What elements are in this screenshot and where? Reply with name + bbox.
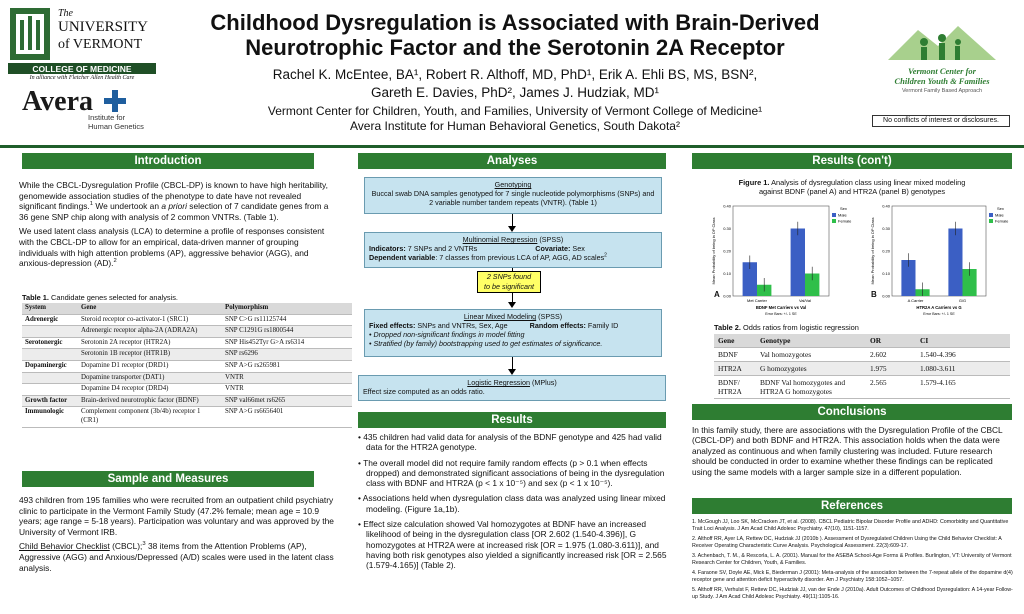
table1-cell bbox=[22, 372, 78, 384]
table-row bbox=[714, 348, 1010, 362]
table1-cell: Serotonin 1B receptor (HTR1B) bbox=[78, 349, 222, 361]
list-item: 2. Althoff RR, Ayer LA, Rettew DC, Hudziak JJ (2010b ). Assessment of Dysregulated Children Using the Child Behavior Checklist: A Receiver Operating Characteristic Curve Analysis. Psychological Assessment. 22(3):609-17. bbox=[692, 536, 1002, 549]
table-row bbox=[22, 314, 352, 326]
list-item: • Associations held when dysregulation class data was analyzed using linear mixed modeling. (Figure 1a,1b). bbox=[358, 493, 666, 514]
y-tick-label: 0.20 bbox=[723, 248, 731, 254]
lmm-bullet-2: • Stratified (by family) bootstrapping used to get estimates of significance. bbox=[369, 339, 603, 348]
lmm-effects-line bbox=[369, 321, 657, 330]
y-tick-label: 0.00 bbox=[882, 293, 890, 299]
error-bars-note: Error Bars: +/- 1 SE bbox=[765, 312, 797, 316]
legend-swatch bbox=[989, 219, 993, 223]
mr-cov: Sex bbox=[570, 244, 585, 253]
table2-cell: Val homozygotes bbox=[756, 348, 866, 362]
title-line-2: Neurotrophic Factor and the Serotonin 2A Receptor bbox=[245, 35, 785, 60]
affiliations bbox=[160, 104, 870, 134]
sample-p2-sup: 3 bbox=[142, 541, 146, 548]
lmm-suffix: (SPSS) bbox=[536, 312, 563, 321]
results-header: Results bbox=[358, 412, 666, 428]
table2-cell: BDNF Val homozygotes and HTR2A G homozygotes bbox=[756, 376, 866, 399]
mr-ind: 7 SNPs and 2 VNTRs bbox=[405, 244, 478, 253]
y-tick-label: 0.40 bbox=[882, 203, 890, 209]
table2-cell: HTR2A bbox=[714, 362, 756, 376]
mr-dep-label: Dependent variable bbox=[369, 253, 436, 262]
avera-logo bbox=[22, 86, 142, 136]
mr-suffix: (SPSS) bbox=[537, 235, 564, 244]
table1-cell: VNTR bbox=[222, 372, 352, 384]
table1-cell: SNP A>G rs6656401 bbox=[222, 407, 352, 427]
flow-arrow-2-icon bbox=[508, 302, 516, 308]
title-line-1: Childhood Dysregulation is Associated with Brain-Derived bbox=[210, 10, 820, 35]
uvm-line4: COLLEGE OF MEDICINE bbox=[32, 64, 132, 74]
references-header: References bbox=[692, 498, 1012, 514]
uvm-line5: In alliance with Fletcher Allen Health Care bbox=[29, 75, 135, 81]
figure1-caption-label: Figure 1. bbox=[738, 178, 770, 187]
table2-caption-text: Odds ratios from logistic regression bbox=[740, 323, 859, 332]
analyses-header: Analyses bbox=[358, 153, 666, 169]
table1-cell: VNTR bbox=[222, 384, 352, 396]
y-tick-label: 0.20 bbox=[882, 248, 890, 254]
y-tick-label: 0.00 bbox=[723, 293, 731, 299]
avera-cross-icon bbox=[104, 90, 126, 112]
intro-paragraph-2 bbox=[19, 226, 335, 268]
sample-text bbox=[19, 495, 337, 577]
y-tick-label: 0.30 bbox=[723, 226, 731, 231]
genotyping-text: Buccal swab DNA samples genotyped for 7 single nucleotide polymorphisms (SNPs) and 2 variable number tandem repeats (VNTR). (Table 1) bbox=[371, 189, 655, 207]
figure1-caption-line-2: against BDNF (panel A) and HTR2A (panel B) genotypes bbox=[758, 187, 946, 196]
table1-cell bbox=[22, 384, 78, 396]
legend-swatch bbox=[832, 213, 836, 217]
list-item: • 435 children had valid data for analysis of the BDNF genotype and 425 had valid data for the HTR2A genotype. bbox=[358, 432, 662, 453]
table2-caption-label: Table 2. bbox=[714, 323, 741, 332]
x-tick-label: G/G bbox=[958, 298, 967, 303]
table2-cell: 1.975 bbox=[866, 362, 916, 376]
table-row bbox=[22, 395, 352, 407]
conclusions-header: Conclusions bbox=[692, 404, 1012, 420]
table1-cell: SNP C>G rs11125744 bbox=[222, 314, 352, 326]
intro-p2-sup: 2 bbox=[113, 258, 117, 265]
list-item: • Effect size calculation showed Val homozygotes at BDNF have an increased likelihood of being in the dysregulation class [OR 2.602 (1.540-4.396)], G homozygotes at HTR2A were at increased risk [OR = 1.975 (1.080-3.611)], and having both risk genotypes also yielded a significantly increased risk [OR = 2.565 (1.579-4.165)] (Table 2). bbox=[358, 519, 667, 571]
table-row bbox=[22, 384, 352, 396]
y-axis-label: Mean Probability of being in DP Class bbox=[870, 217, 875, 285]
table-row bbox=[22, 372, 352, 384]
panel-b-chart bbox=[866, 198, 1014, 322]
uvm-line1: The bbox=[58, 8, 73, 19]
table1-cell: Dopaminergic bbox=[22, 360, 78, 372]
coi-disclosure: No conflicts of interest or disclosures. bbox=[872, 115, 1010, 127]
table2-col-ci: CI bbox=[916, 334, 1010, 348]
y-tick-label: 0.10 bbox=[723, 271, 731, 276]
figure1-panel-a bbox=[707, 198, 857, 322]
x-tick-label: Met Carrier bbox=[746, 298, 768, 303]
table2-cell: 2.602 bbox=[866, 348, 916, 362]
table1-cell: Adrenergic receptor alpha-2A (ADRA2A) bbox=[78, 326, 222, 338]
table2-col-or: OR bbox=[866, 334, 916, 348]
table2-cell: G homozygotes bbox=[756, 362, 866, 376]
y-tick-label: 0.40 bbox=[723, 203, 731, 209]
header-divider bbox=[0, 145, 1024, 148]
x-axis-label: BDNF Met Carriers vs Val bbox=[755, 305, 807, 310]
lmm-bullet-1: • Dropped non-significant findings in model fitting bbox=[369, 330, 525, 339]
figure1-panel-b bbox=[866, 198, 1014, 322]
lmm-b1: Dropped non-significant findings in model fitting bbox=[373, 330, 525, 339]
table1-cell: Complement component (3b/4b) receptor 1 (CR1) bbox=[78, 407, 222, 427]
table1-cell: Dopamine transporter (DAT1) bbox=[78, 372, 222, 384]
legend-entry: Female bbox=[995, 218, 1009, 224]
avera-sub2: Human Genetics bbox=[88, 122, 144, 131]
table1-col-polymorphism: Polymorphism bbox=[222, 303, 352, 314]
table1-cell: Adrenergic bbox=[22, 314, 78, 326]
table1-caption-label: Table 1. bbox=[22, 293, 49, 302]
table1-col-gene: Gene bbox=[78, 303, 222, 314]
table1-header-row bbox=[22, 303, 352, 314]
lr-text: Effect size computed as an odds ratio. bbox=[363, 387, 485, 396]
table1-cell: Dopamine D4 receptor (DRD4) bbox=[78, 384, 222, 396]
list-item: 1. McGough JJ, Loo SK, McCracken JT, et al. (2008). CBCL Pediatric Bipolar Disorder Profile and ADHD: Comorbidity and Quantitative Trait Loci Analysis. J Am Acad Child Adolesc Psychiatry. 47(10), 1151-1157. bbox=[692, 519, 1009, 532]
table1-cell: SNP C1291G rs1800544 bbox=[222, 326, 352, 338]
snp-significant-note bbox=[477, 271, 541, 293]
mr-cov-label: Covariate: bbox=[535, 244, 571, 253]
results-cont-header: Results (con't) bbox=[692, 153, 1012, 169]
avera-sub1: Institute for bbox=[88, 113, 126, 122]
legend-title: Sex bbox=[840, 206, 847, 211]
mr-title-line bbox=[369, 235, 657, 244]
table1-cell: Serotonergic bbox=[22, 337, 78, 349]
lmm-b2: Stratified (by family) bootstrapping used to get estimates of significance. bbox=[373, 339, 603, 348]
introduction-text bbox=[19, 180, 335, 273]
x-axis-label: HTR2A A Carriers vs G bbox=[916, 305, 962, 310]
table2-header-row bbox=[714, 334, 1010, 348]
y-axis-label: Mean Probability of being in DP Class bbox=[711, 217, 716, 285]
table1-cell: Serotonin 2A receptor (HTR2A) bbox=[78, 337, 222, 349]
references-list bbox=[692, 519, 1014, 604]
snp-note-line-2: to be significant bbox=[484, 281, 534, 291]
lmm-fixed: SNPs and VNTRs, Sex, Age bbox=[415, 321, 508, 330]
snp-note-line-1: 2 SNPs found bbox=[486, 272, 532, 281]
sample-p2-a: (CBCL); bbox=[109, 541, 143, 552]
authors bbox=[160, 66, 870, 102]
table1-caption-text: Candidate genes selected for analysis. bbox=[48, 293, 178, 302]
uvm-logo bbox=[8, 6, 156, 84]
figure1-caption-text-1: Analysis of dysregulation class using linear mixed modeling bbox=[769, 178, 966, 187]
table2-cell: BDNF/ HTR2A bbox=[714, 376, 756, 399]
affil-line-1: Vermont Center for Children, Youth, and Families, University of Vermont College of Medicine¹ bbox=[267, 104, 763, 118]
table2-cell: 2.565 bbox=[866, 376, 916, 399]
sample-header: Sample and Measures bbox=[22, 471, 314, 487]
linear-mixed-model-box bbox=[364, 309, 662, 357]
vcc-line3: Vermont Family Based Approach bbox=[901, 88, 983, 94]
x-tick-label: Val/Val bbox=[798, 298, 812, 303]
mr-indicators-line bbox=[369, 244, 657, 253]
uvm-line3: of VERMONT bbox=[58, 37, 143, 52]
lmm-random: Family ID bbox=[585, 321, 619, 330]
table1-caption bbox=[22, 293, 352, 302]
table2-col-genotype: Genotype bbox=[756, 334, 866, 348]
legend-entry: Male bbox=[838, 212, 847, 218]
intro-p1-em: a priori bbox=[161, 201, 187, 212]
table1-cell: Dopamine D1 receptor (DRD1) bbox=[78, 360, 222, 372]
legend-swatch bbox=[989, 213, 993, 217]
list-item: 5. Althoff RR, Verhulst F, Rettew DC, Hudziak JJ, van der Ende J (2010a). Adult Outcomes of Childhood Dysregulation: A 14-year Follow-up Study. J Am Acad Child Adolesc Psychiatry. 49(11):1105-16. bbox=[692, 587, 1013, 600]
lr-title-line bbox=[363, 378, 661, 387]
table1-cell: SNP rs6296 bbox=[222, 349, 352, 361]
table2-col-gene: Gene bbox=[714, 334, 756, 348]
panel-b-label: B bbox=[871, 290, 877, 299]
table1-candidate-genes bbox=[22, 303, 352, 428]
sample-paragraph-2 bbox=[19, 541, 337, 573]
table-row bbox=[22, 337, 352, 349]
authors-line-2: Gareth E. Davies, PhD², James J. Hudziak, MD¹ bbox=[370, 85, 660, 100]
avera-name: Avera bbox=[22, 86, 93, 117]
intro-p1-b: We undertook an bbox=[93, 201, 162, 212]
list-item: 4. Faraone SV, Doyle AE, Mick E, Biederman J (2001): Meta-analysis of the association between the 7-repeat allele of the dopamine d(4) receptor gene and attention deficit hyperactivity disorder. Am J Psychiatry 158:1052–1057. bbox=[692, 570, 1013, 583]
list-item: • The overall model did not require family random effects (p > 0.1 when effects dropped) and demonstrated significant associations of being in the dysregulation class with BDNF and HTR2A (p < 1 x 10⁻⁵) and sex (p < 1 x 10⁻⁵). bbox=[358, 457, 665, 489]
lr-suffix: (MPlus) bbox=[529, 378, 557, 387]
legend-title: Sex bbox=[997, 206, 1004, 211]
intro-p2: We used latent class analysis (LCA) to determine a profile of responses consistent with the CBCL-DP to allow for an empirical, data-driven manner of grouping individuals with high attention problems (AP), aggressive behavior (AGG), and anxious-depression (AD). bbox=[19, 226, 325, 269]
figure1-caption bbox=[692, 178, 1012, 196]
table1-cell: SNP A>G rs265981 bbox=[222, 360, 352, 372]
conclusions-text: In this family study, there are associations with the Dysregulation Profile of the CBCL (CBCL-DP) and both BDNF and HTR2A. This association holds when the data were analyzed as continuous and when family clustering was included. Future research should be conducted in order to examine whether these findings can be replicated using the same models with a larger sample size in a different population. bbox=[692, 425, 1003, 477]
table1-cell bbox=[22, 326, 78, 338]
vcc-family-icon bbox=[878, 20, 1006, 66]
table1-cell: Brain-derived neurotrophic factor (BDNF) bbox=[78, 395, 222, 407]
vcc-logo bbox=[878, 20, 1006, 100]
lmm-title-line bbox=[369, 312, 657, 321]
mr-dep-sup: 2 bbox=[604, 252, 607, 259]
list-item: 3. Achenbach, T. M., & Rescorla, L. A. (2001). Manual for the ASEBA School-Age Forms & Profiles. Burlington, VT: University of Vermont Research Center for Children, Youth, & Families. bbox=[692, 553, 1012, 566]
cbcl-label: Child Behavior Checklist bbox=[19, 541, 110, 552]
legend-entry: Female bbox=[838, 218, 852, 224]
table1-cell: Immunologic bbox=[22, 407, 78, 427]
vcc-line2: Children Youth & Families bbox=[894, 76, 990, 86]
table1-cell: Steroid receptor co-activator-1 (SRC1) bbox=[78, 314, 222, 326]
results-list bbox=[358, 432, 668, 576]
intro-p1-c: selection of 7 candidate genes from a 36 gene SNP chip along with analysis of 2 common VNTRs. (Table 1). bbox=[19, 201, 329, 222]
panel-a-chart bbox=[707, 198, 857, 322]
table-row bbox=[22, 407, 352, 427]
table2-odds-ratios bbox=[714, 334, 1010, 399]
logistic-regression-box bbox=[358, 375, 666, 401]
intro-p1-a: While the CBCL-Dysregulation Profile (CBCL-DP) is known to have high heritability, genomewide association studies of the phenotype to date have not revealed significant findings. bbox=[19, 180, 328, 212]
panel-a-label: A bbox=[714, 290, 720, 299]
table1-cell: SNP His452Tyr G>A rs6314 bbox=[222, 337, 352, 349]
bar-male bbox=[791, 229, 805, 297]
bar-male bbox=[948, 229, 962, 297]
authors-line-1: Rachel K. McEntee, BA¹, Robert R. Althoff, MD, PhD¹, Erik A. Ehli BS, MS, BSN², bbox=[272, 67, 758, 82]
x-tick-label: A Carrier bbox=[907, 298, 924, 303]
table2-cell: BDNF bbox=[714, 348, 756, 362]
intro-paragraph-1 bbox=[19, 180, 335, 222]
poster-title bbox=[160, 10, 870, 60]
table-row bbox=[714, 376, 1010, 399]
table1-cell bbox=[22, 349, 78, 361]
table2-caption bbox=[714, 323, 1010, 332]
table2-cell: 1.579-4.165 bbox=[916, 376, 1010, 399]
legend-entry: Male bbox=[995, 212, 1004, 218]
affil-line-2: Avera Institute for Human Behavioral Genetics, South Dakota² bbox=[350, 119, 680, 133]
mr-dep: : 7 classes from previous LCA of AP, AGG, AD scales bbox=[435, 253, 605, 262]
lmm-title: Linear Mixed Modeling bbox=[463, 312, 537, 321]
table-row bbox=[714, 362, 1010, 376]
vcc-line1: Vermont Center for bbox=[907, 66, 976, 76]
table1-cell: Growth factor bbox=[22, 395, 78, 407]
mr-dependent-line bbox=[369, 253, 657, 262]
mr-ind-label: Indicators: bbox=[369, 244, 406, 253]
lr-title: Logistic Regression bbox=[467, 378, 530, 387]
table2-cell: 1.080-3.611 bbox=[916, 362, 1010, 376]
mr-title: Multinomial Regression bbox=[462, 235, 538, 244]
table1-col-system: System bbox=[22, 303, 78, 314]
lmm-random-label: Random effects: bbox=[529, 321, 586, 330]
lmm-fixed-label: Fixed effects: bbox=[369, 321, 416, 330]
intro-p1-sup: 1 bbox=[89, 201, 94, 208]
uvm-line2: UNIVERSITY bbox=[58, 19, 148, 35]
table-row bbox=[22, 326, 352, 338]
genotyping-title: Genotyping bbox=[494, 180, 532, 189]
sample-p2-b: 38 items from the Attention Problems (AP), Aggressive (AGG) and Anxious/Depressed (A/D) scales were used in the latent class analysis. bbox=[19, 541, 334, 573]
y-tick-label: 0.10 bbox=[882, 271, 890, 276]
table1-cell: SNP val66met rs6265 bbox=[222, 395, 352, 407]
error-bars-note: Error Bars: +/- 1 SE bbox=[923, 312, 955, 316]
y-tick-label: 0.30 bbox=[882, 226, 890, 231]
multinomial-regression-box bbox=[364, 232, 662, 268]
sample-paragraph-1: 493 children from 195 families who were recruited from an outpatient child psychiatry clinic to participate in the Vermont Family Study (47.2% female; mean age = 10.9 years; age range = 5-18 years). Participation was voluntary and was approved by the University of Vermont IRB. bbox=[19, 495, 334, 537]
table-row bbox=[22, 349, 352, 361]
table2-cell: 1.540-4.396 bbox=[916, 348, 1010, 362]
legend-swatch bbox=[832, 219, 836, 223]
genotyping-box bbox=[364, 177, 662, 214]
table-row bbox=[22, 360, 352, 372]
figure1-caption-line-1 bbox=[692, 178, 1012, 187]
introduction-header: Introduction bbox=[22, 153, 314, 169]
